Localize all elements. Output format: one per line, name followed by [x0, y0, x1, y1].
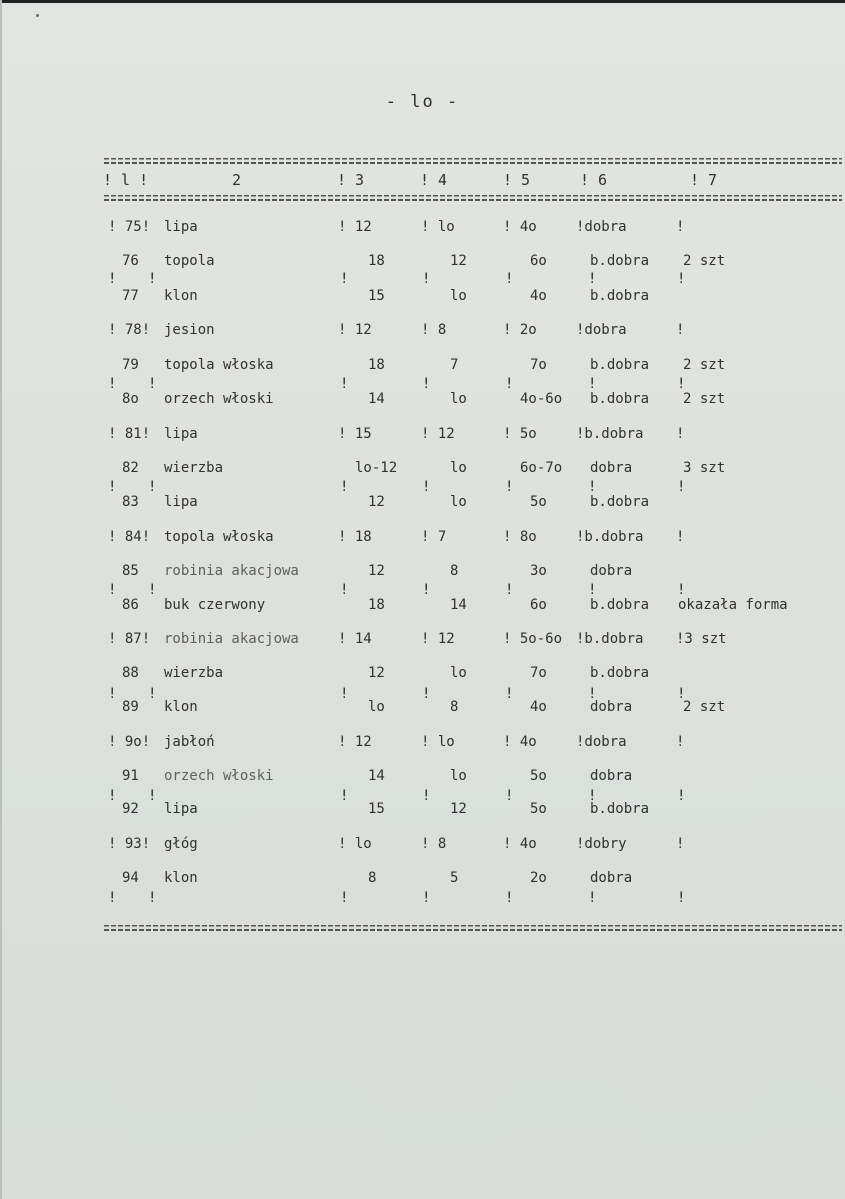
remarks-value: 2 szt [683, 253, 726, 269]
column-separator-mark: ! [340, 686, 349, 702]
species-name: buk czerwony [164, 597, 266, 613]
diameter-value: 7o [530, 357, 547, 373]
crown-value: lo [450, 288, 467, 304]
row-number: 94 [122, 870, 139, 886]
column-separator-mark: ! [677, 686, 686, 702]
header-col-6: ! 6 [580, 171, 608, 189]
row-number: 89 [122, 699, 139, 715]
crown-value: lo [450, 768, 467, 784]
condition-value: b.dobra [590, 665, 650, 681]
table-top-rule [104, 158, 842, 164]
remarks-value: okazała forma [678, 597, 788, 613]
crown-value: ! 7 [421, 529, 447, 545]
row-number: ! 93! [108, 836, 151, 852]
column-separator-mark: ! [108, 271, 117, 287]
crown-value: ! 8 [421, 322, 447, 338]
height-value: lo [368, 699, 385, 715]
column-separator-mark: ! [108, 376, 117, 392]
column-separator-mark: ! [340, 890, 349, 906]
species-name: wierzba [164, 665, 224, 681]
diameter-value: 6o [530, 253, 547, 269]
height-value: 12 [368, 494, 385, 510]
species-name: lipa [164, 426, 198, 442]
height-value: ! lo [338, 836, 372, 852]
height-value: ! 12 [338, 734, 372, 750]
remarks-value: ! [676, 529, 685, 545]
row-number: 79 [122, 357, 139, 373]
row-number: 92 [122, 801, 139, 817]
column-separator-mark: ! [588, 582, 597, 598]
height-value: 18 [368, 357, 385, 373]
row-number: ! 81! [108, 426, 151, 442]
height-value: ! 12 [338, 219, 372, 235]
condition-value: dobra [590, 699, 633, 715]
crown-value: lo [450, 494, 467, 510]
crown-value: 5 [450, 870, 459, 886]
row-number: ! 9o! [108, 734, 151, 750]
column-separator-mark: ! [505, 788, 514, 804]
species-name: wierzba [164, 460, 224, 476]
height-value: lo-12 [355, 460, 398, 476]
species-name: lipa [164, 801, 198, 817]
height-value: 8 [368, 870, 377, 886]
diameter-value: 6o-7o [520, 460, 563, 476]
condition-value: b.dobra [590, 357, 650, 373]
column-separator-mark: ! [677, 582, 686, 598]
header-col-7: ! 7 [690, 171, 718, 189]
remarks-value: 2 szt [683, 699, 726, 715]
condition-value: !b.dobra [576, 426, 644, 442]
column-separator-mark: ! [108, 788, 117, 804]
header-col-3: ! 3 [337, 171, 365, 189]
header-col-5: ! 5 [503, 171, 531, 189]
column-separator-mark: ! [108, 686, 117, 702]
height-value: 14 [368, 768, 385, 784]
column-separator-mark: ! [677, 479, 686, 495]
height-value: 18 [368, 253, 385, 269]
column-separator-mark: ! [422, 686, 431, 702]
column-separator-mark: ! [422, 479, 431, 495]
row-number: 77 [122, 288, 139, 304]
column-separator-mark: ! [588, 890, 597, 906]
crown-value: ! lo [421, 219, 455, 235]
species-name: robinia akacjowa [164, 631, 299, 647]
diameter-value: ! 4o [503, 734, 537, 750]
species-name: jesion [164, 322, 215, 338]
column-separator-mark: ! [340, 582, 349, 598]
diameter-value: ! 2o [503, 322, 537, 338]
scan-speck [36, 14, 39, 17]
remarks-value: !3 szt [676, 631, 727, 647]
remarks-value: ! [676, 836, 685, 852]
species-name: klon [164, 870, 198, 886]
crown-value: 12 [450, 253, 467, 269]
column-separator-mark: ! [422, 582, 431, 598]
column-separator-mark: ! [148, 479, 157, 495]
row-number: ! 78! [108, 322, 151, 338]
height-value: 14 [368, 391, 385, 407]
column-separator-mark: ! [505, 271, 514, 287]
row-number: 88 [122, 665, 139, 681]
species-name: topola włoska [164, 357, 274, 373]
condition-value: b.dobra [590, 253, 650, 269]
crown-value: lo [450, 460, 467, 476]
height-value: 12 [368, 563, 385, 579]
crown-value: lo [450, 391, 467, 407]
column-separator-mark: ! [505, 890, 514, 906]
species-name: topola [164, 253, 215, 269]
column-separator-mark: ! [505, 686, 514, 702]
diameter-value: 2o [530, 870, 547, 886]
crown-value: 8 [450, 563, 459, 579]
height-value: 15 [368, 288, 385, 304]
column-separator-mark: ! [677, 788, 686, 804]
column-separator-mark: ! [108, 582, 117, 598]
crown-value: 12 [450, 801, 467, 817]
column-separator-mark: ! [422, 376, 431, 392]
crown-value: 8 [450, 699, 459, 715]
remarks-value: 2 szt [683, 357, 726, 373]
height-value: ! 15 [338, 426, 372, 442]
remarks-value: ! [676, 322, 685, 338]
species-name: orzech włoski [164, 391, 274, 407]
remarks-value: 3 szt [683, 460, 726, 476]
column-separator-mark: ! [340, 788, 349, 804]
crown-value: 14 [450, 597, 467, 613]
condition-value: b.dobra [590, 494, 650, 510]
column-separator-mark: ! [108, 890, 117, 906]
column-separator-mark: ! [588, 271, 597, 287]
row-number: ! 75! [108, 219, 151, 235]
diameter-value: 5o [530, 768, 547, 784]
condition-value: dobra [590, 563, 633, 579]
species-name: robinia akacjowa [164, 563, 299, 579]
column-separator-mark: ! [340, 271, 349, 287]
height-value: ! 14 [338, 631, 372, 647]
column-separator-mark: ! [148, 376, 157, 392]
diameter-value: ! 5o-6o [503, 631, 563, 647]
column-separator-mark: ! [422, 788, 431, 804]
column-separator-mark: ! [505, 376, 514, 392]
condition-value: !dobry [576, 836, 627, 852]
header-col-2: 2 [232, 171, 242, 189]
species-name: klon [164, 288, 198, 304]
species-name: orzech włoski [164, 768, 274, 784]
header-col-4: ! 4 [420, 171, 448, 189]
scan-top-edge [0, 0, 845, 3]
column-separator-mark: ! [148, 271, 157, 287]
remarks-value: 2 szt [683, 391, 726, 407]
remarks-value: ! [676, 734, 685, 750]
scan-left-edge [0, 0, 2, 1199]
column-separator-mark: ! [422, 271, 431, 287]
condition-value: !dobra [576, 734, 627, 750]
height-value: ! 18 [338, 529, 372, 545]
column-separator-mark: ! [340, 479, 349, 495]
height-value: 18 [368, 597, 385, 613]
column-separator-mark: ! [588, 479, 597, 495]
diameter-value: 4o-6o [520, 391, 563, 407]
condition-value: b.dobra [590, 801, 650, 817]
diameter-value: 5o [530, 801, 547, 817]
species-name: głóg [164, 836, 198, 852]
column-separator-mark: ! [340, 376, 349, 392]
species-name: klon [164, 699, 198, 715]
row-number: 82 [122, 460, 139, 476]
condition-value: !dobra [576, 322, 627, 338]
column-separator-mark: ! [148, 686, 157, 702]
condition-value: !b.dobra [576, 529, 644, 545]
diameter-value: ! 4o [503, 836, 537, 852]
row-number: 86 [122, 597, 139, 613]
row-number: 8o [122, 391, 139, 407]
species-name: topola włoska [164, 529, 274, 545]
diameter-value: 7o [530, 665, 547, 681]
column-separator-mark: ! [677, 376, 686, 392]
column-separator-mark: ! [505, 479, 514, 495]
column-separator-mark: ! [422, 890, 431, 906]
diameter-value: 6o [530, 597, 547, 613]
crown-value: ! 12 [421, 426, 455, 442]
column-separator-mark: ! [505, 582, 514, 598]
row-number: 85 [122, 563, 139, 579]
species-name: jabłoń [164, 734, 215, 750]
crown-value: ! 12 [421, 631, 455, 647]
row-number: 83 [122, 494, 139, 510]
column-separator-mark: ! [148, 890, 157, 906]
page-number: - lo - [385, 92, 460, 112]
species-name: lipa [164, 219, 198, 235]
condition-value: !dobra [576, 219, 627, 235]
condition-value: dobra [590, 460, 633, 476]
diameter-value: 4o [530, 288, 547, 304]
diameter-value: 3o [530, 563, 547, 579]
remarks-value: ! [676, 426, 685, 442]
header-col-1: ! l ! [103, 171, 149, 189]
height-value: 15 [368, 801, 385, 817]
diameter-value: 5o [530, 494, 547, 510]
crown-value: lo [450, 665, 467, 681]
column-separator-mark: ! [677, 890, 686, 906]
crown-value: 7 [450, 357, 459, 373]
diameter-value: ! 4o [503, 219, 537, 235]
remarks-value: ! [676, 219, 685, 235]
condition-value: b.dobra [590, 391, 650, 407]
column-separator-mark: ! [588, 376, 597, 392]
condition-value: dobra [590, 768, 633, 784]
diameter-value: 4o [530, 699, 547, 715]
column-separator-mark: ! [148, 788, 157, 804]
column-separator-mark: ! [588, 788, 597, 804]
diameter-value: ! 8o [503, 529, 537, 545]
row-number: ! 87! [108, 631, 151, 647]
condition-value: b.dobra [590, 288, 650, 304]
species-name: lipa [164, 494, 198, 510]
row-number: 76 [122, 253, 139, 269]
condition-value: !b.dobra [576, 631, 644, 647]
table-bottom-rule [104, 925, 842, 931]
crown-value: ! lo [421, 734, 455, 750]
row-number: 91 [122, 768, 139, 784]
column-separator-mark: ! [108, 479, 117, 495]
table-header-rule [104, 195, 842, 201]
condition-value: b.dobra [590, 597, 650, 613]
column-separator-mark: ! [148, 582, 157, 598]
column-separator-mark: ! [588, 686, 597, 702]
row-number: ! 84! [108, 529, 151, 545]
height-value: ! 12 [338, 322, 372, 338]
height-value: 12 [368, 665, 385, 681]
column-separator-mark: ! [677, 271, 686, 287]
diameter-value: ! 5o [503, 426, 537, 442]
crown-value: ! 8 [421, 836, 447, 852]
condition-value: dobra [590, 870, 633, 886]
